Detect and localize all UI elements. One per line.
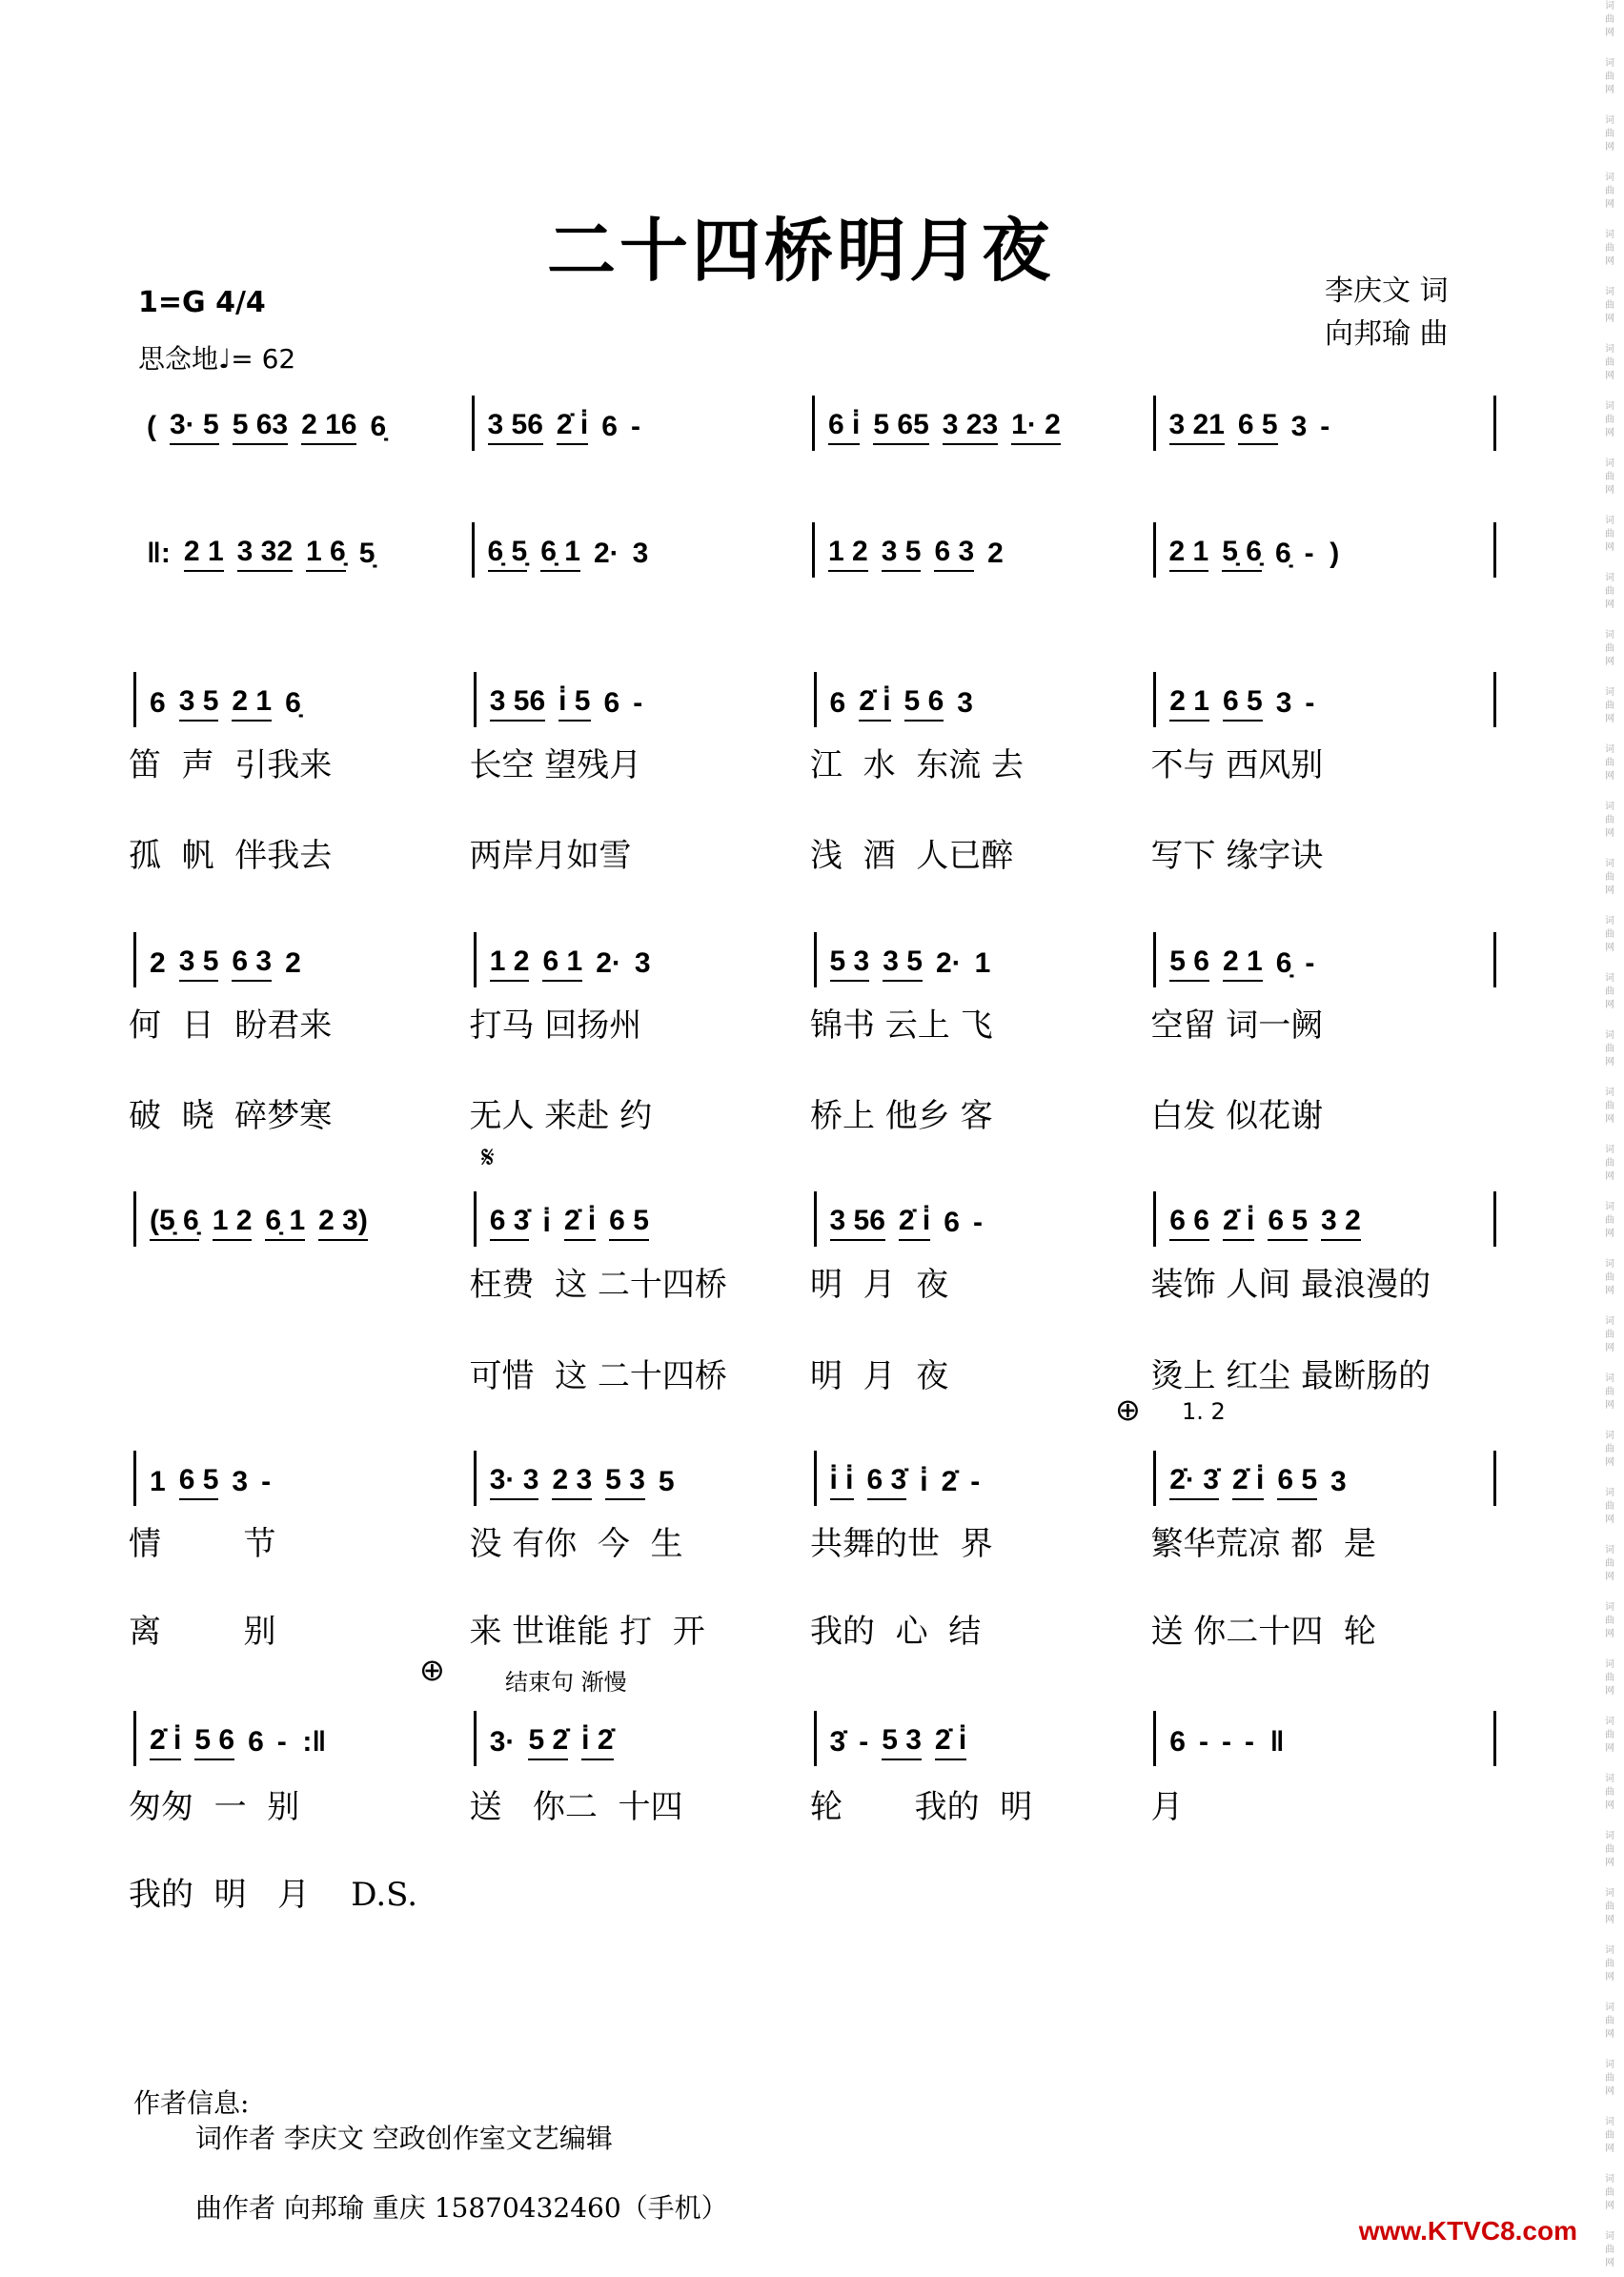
watermark-text: 词曲网 xyxy=(1605,973,1614,1010)
note-group: ( xyxy=(147,411,156,442)
note-group: - xyxy=(1198,1726,1208,1758)
lyric-segment: 明 月 夜 xyxy=(810,1266,949,1304)
note-group: - xyxy=(859,1726,869,1758)
note-group: 2 1 xyxy=(184,536,224,572)
measure xyxy=(814,1191,1154,1247)
note-group: 2 1 xyxy=(232,685,272,722)
measure xyxy=(474,932,814,987)
note-group: 6 3 xyxy=(934,536,974,572)
note-group: 2 3 xyxy=(552,1464,592,1500)
measure xyxy=(1153,1451,1493,1506)
barline xyxy=(1493,522,1496,578)
note-group: i̇ 5 xyxy=(558,685,590,722)
note-group: 6 1 xyxy=(542,945,582,982)
note-group: 2̇ i̇ xyxy=(564,1205,596,1241)
coda-mark: ⊕ xyxy=(1115,1392,1141,1428)
lyric-segment: 桥上 他乡 客 xyxy=(810,1097,993,1135)
lyric-segment xyxy=(470,1868,811,1915)
note-group: 3· 3 xyxy=(490,1464,539,1500)
lyrics-line xyxy=(129,1605,1492,1652)
note-group: 3 23 xyxy=(943,409,998,445)
watermark-text: 词曲网 xyxy=(1605,1,1614,38)
measure xyxy=(133,932,474,987)
measure xyxy=(474,1711,814,1766)
watermark-text: 词曲网 xyxy=(1605,2117,1614,2154)
score-row xyxy=(133,522,1496,578)
lyrics-line xyxy=(129,1868,1492,1915)
note-group: - ) xyxy=(1304,538,1340,569)
note-group: i̇ xyxy=(920,1466,928,1497)
note-group: 2 1 xyxy=(1169,685,1209,722)
measure xyxy=(474,1191,814,1247)
watermark-text: 词曲网 xyxy=(1605,1259,1614,1296)
note-group: 3 32 xyxy=(237,536,293,572)
watermark-text: 词曲网 xyxy=(1605,1717,1614,1754)
note-group: 2̇ i̇ xyxy=(899,1205,930,1241)
watermark-text: 词曲网 xyxy=(1605,287,1614,324)
measure xyxy=(1153,522,1494,578)
note-group: 6̣ xyxy=(1275,947,1292,979)
note-group: - xyxy=(1221,1726,1231,1758)
note-group: 2̇ xyxy=(941,1466,958,1497)
lyric-segment: 不与 西风别 xyxy=(1150,746,1324,784)
lyric-segment: 情 节 xyxy=(129,1525,276,1563)
tempo-marking: 思念地♩= 62 xyxy=(138,343,296,375)
measure xyxy=(1153,396,1494,451)
note-group: 6 5 xyxy=(1238,409,1278,445)
note-group: 6̣ 1 xyxy=(265,1205,305,1241)
note-group: 2̇ i̇ xyxy=(935,1724,966,1760)
note-group: 5 3 xyxy=(605,1464,645,1500)
barline xyxy=(1493,1191,1496,1247)
watermark-text: 词曲网 xyxy=(1605,458,1614,496)
measure xyxy=(814,932,1154,987)
note-group: (5̣ 6̣ xyxy=(150,1205,199,1241)
note-group: - :‖ xyxy=(276,1726,327,1758)
watermark-text: 词曲网 xyxy=(1605,401,1614,438)
note-group: 5̣ 6̣ xyxy=(1222,536,1262,572)
score-row xyxy=(133,672,1496,727)
watermark-text: 词曲网 xyxy=(1605,573,1614,610)
composer-credit: 向邦瑜 曲 xyxy=(1325,317,1449,351)
watermark-text: 词曲网 xyxy=(1605,1545,1614,1582)
lyricist-info: 词作者 李庆文 空政创作室文艺编辑 xyxy=(195,2123,613,2154)
lyric-segment: 孤 帆 伴我去 xyxy=(129,837,333,875)
note-group: 6̣ xyxy=(1274,538,1291,569)
lyric-segment: 我的 明 月 D.S. xyxy=(129,1876,418,1914)
note-group: 2̇ i̇ xyxy=(1223,1205,1254,1241)
note-group: 6̣ xyxy=(285,687,301,719)
lyric-segment: 来 世谁能 打 开 xyxy=(469,1613,705,1651)
note-group: i̇ 2̇ xyxy=(581,1724,613,1760)
lyric-segment: 笛 声 引我来 xyxy=(129,746,333,784)
note-group: 3 56 xyxy=(490,685,545,722)
note-group: 6̣ 5̣ xyxy=(488,536,528,572)
note-group: 6 xyxy=(248,1726,264,1758)
note-group: 3 2 xyxy=(1321,1205,1361,1241)
author-info-heading: 作者信息: xyxy=(133,2087,250,2119)
watermark-text: 词曲网 xyxy=(1605,1088,1614,1125)
note-group: 3 xyxy=(232,1466,249,1497)
note-group: 2· xyxy=(593,538,619,569)
song-title: 二十四桥明月夜 xyxy=(546,210,1054,291)
measure xyxy=(133,1451,474,1506)
score-row xyxy=(133,932,1496,987)
note-group: 6 5 xyxy=(1277,1464,1317,1500)
watermark-text: 词曲网 xyxy=(1605,1659,1614,1697)
watermark-text: 词曲网 xyxy=(1605,1202,1614,1239)
note-group: 6 xyxy=(603,687,620,719)
watermark-text: 词曲网 xyxy=(1605,1145,1614,1182)
note-group: 2̇ i̇ xyxy=(150,1724,181,1760)
lyric-segment: 月 xyxy=(1150,1788,1184,1826)
watermark-text: 词曲网 xyxy=(1605,1488,1614,1525)
watermark-strip xyxy=(1605,0,1618,2277)
note-group: 2 xyxy=(150,947,166,979)
note-group: ‖: xyxy=(147,538,171,569)
measure xyxy=(472,522,813,578)
measure xyxy=(814,1711,1154,1766)
note-group: 3 5 xyxy=(882,536,922,572)
note-group: 2· xyxy=(596,947,621,979)
note-group: 3 56 xyxy=(830,1205,885,1241)
note-group: 2̇ i̇ xyxy=(859,685,890,722)
score-row xyxy=(133,1191,1496,1247)
note-group: 3 xyxy=(634,947,651,979)
lyrics-line xyxy=(129,829,1492,876)
note-group: 6 xyxy=(150,687,166,719)
watermark-text: 词曲网 xyxy=(1605,2003,1614,2040)
watermark-text: 词曲网 xyxy=(1605,173,1614,210)
note-group: - xyxy=(1305,687,1315,719)
barline xyxy=(1493,932,1496,987)
watermark-text: 词曲网 xyxy=(1605,2060,1614,2097)
lyric-segment: 离 别 xyxy=(129,1613,276,1651)
segno-mark: 𝄋 xyxy=(481,1139,495,1175)
lyrics-line xyxy=(129,1780,1492,1827)
lyricist-credit: 李庆文 词 xyxy=(1325,274,1449,308)
watermark-text: 词曲网 xyxy=(1605,859,1614,896)
watermark-text: 词曲网 xyxy=(1605,2174,1614,2211)
note-group: 3· xyxy=(489,1726,516,1758)
note-group: 3 5 xyxy=(179,685,219,722)
lyric-segment: 白发 似花谢 xyxy=(1150,1097,1324,1135)
watermark-text: 词曲网 xyxy=(1605,1831,1614,1868)
note-group: 3 5 xyxy=(179,945,219,982)
note-group: 1· 2 xyxy=(1011,409,1061,445)
watermark-text: 词曲网 xyxy=(1605,1774,1614,1811)
note-group: 2 1 xyxy=(1223,945,1263,982)
lyric-segment: 送 你二 十四 xyxy=(469,1788,683,1826)
measure xyxy=(474,672,814,727)
watermark-text: 词曲网 xyxy=(1605,744,1614,782)
lyric-segment: 江 水 东流 去 xyxy=(810,746,1025,784)
measure xyxy=(133,522,472,578)
measure xyxy=(1153,672,1493,727)
note-group: 6 5 xyxy=(179,1464,219,1500)
lyric-segment: 何 日 盼君来 xyxy=(129,1006,333,1045)
note-group: 6 5 xyxy=(1223,685,1263,722)
watermark-text: 词曲网 xyxy=(1605,1602,1614,1639)
watermark-text: 词曲网 xyxy=(1605,115,1614,152)
lyric-segment: 送 你二十四 轮 xyxy=(1150,1613,1376,1651)
note-group: 2̇ i̇ xyxy=(1232,1464,1264,1500)
lyric-segment: 轮 我的 明 xyxy=(810,1788,1033,1826)
lyric-segment: 烫上 红尘 最断肠的 xyxy=(1150,1357,1431,1395)
note-group: i̇ xyxy=(542,1207,551,1238)
note-group: 5 xyxy=(658,1466,675,1497)
watermark-text: 词曲网 xyxy=(1605,1888,1614,1925)
note-group: 5 65 xyxy=(873,409,928,445)
volta-label: 1. 2 xyxy=(1182,1398,1226,1425)
lyric-segment: 繁华荒凉 都 是 xyxy=(1150,1525,1376,1563)
measure xyxy=(133,672,474,727)
watermark-text: 词曲网 xyxy=(1605,2231,1614,2268)
barline xyxy=(1493,396,1496,451)
note-group: 5 63 xyxy=(233,409,288,445)
measure xyxy=(814,1451,1154,1506)
lyric-segment xyxy=(810,1868,1151,1915)
lyric-segment: 共舞的世 界 xyxy=(810,1525,993,1563)
note-group: - xyxy=(1320,411,1330,442)
note-group: 1 6̣ xyxy=(306,536,346,572)
note-group: 1 2 xyxy=(490,945,530,982)
watermark-text: 词曲网 xyxy=(1605,1373,1614,1411)
note-group: 3 21 xyxy=(1169,409,1225,445)
lyric-segment: 匆匆 一 别 xyxy=(129,1788,300,1826)
lyric-segment: 无人 来赴 约 xyxy=(469,1097,653,1135)
note-group: 2̇· 3̇ xyxy=(1169,1464,1219,1500)
watermark-text: 词曲网 xyxy=(1605,516,1614,553)
note-group: 3̇ xyxy=(829,1726,846,1758)
note-group: 1 xyxy=(974,947,991,979)
note-group: 2̇ i̇ xyxy=(557,409,588,445)
site-logo: www.KTVC8.com xyxy=(1358,2216,1577,2246)
note-group: - xyxy=(633,687,643,719)
note-group: 6 xyxy=(829,687,846,719)
measure xyxy=(812,522,1153,578)
watermark-text: 词曲网 xyxy=(1605,1945,1614,1982)
note-group: 5 3 xyxy=(882,1724,922,1760)
note-group: 3 xyxy=(1275,687,1292,719)
note-group: 3 xyxy=(1330,1466,1347,1497)
note-group: 5 6 xyxy=(194,1724,234,1760)
lyric-segment: 没 有你 今 生 xyxy=(469,1525,683,1563)
watermark-text: 词曲网 xyxy=(1605,687,1614,724)
note-group: 2 3) xyxy=(318,1205,368,1241)
watermark-text: 词曲网 xyxy=(1605,344,1614,381)
lyric-segment: 明 月 夜 xyxy=(810,1357,949,1395)
measure xyxy=(133,1191,474,1247)
note-group: 2 16 xyxy=(301,409,356,445)
lyric-segment xyxy=(129,1350,470,1396)
note-group: 3 5 xyxy=(883,945,923,982)
measure xyxy=(814,672,1154,727)
watermark-text: 词曲网 xyxy=(1605,230,1614,267)
lyric-segment: 打马 回扬州 xyxy=(469,1006,642,1045)
note-group: 2 1 xyxy=(1169,536,1209,572)
lyric-segment: 写下 缘字诀 xyxy=(1150,837,1324,875)
note-group: 5 3 xyxy=(830,945,870,982)
barline xyxy=(1493,1451,1496,1506)
barline xyxy=(1493,1711,1496,1766)
note-group: - xyxy=(972,1207,983,1238)
note-group: 6 xyxy=(601,411,618,442)
note-group: 1 2 xyxy=(213,1205,253,1241)
lyric-segment: 浅 酒 人已醉 xyxy=(810,837,1014,875)
note-group: 3· 5 xyxy=(170,409,219,445)
note-group: i̇ i̇ xyxy=(830,1464,854,1500)
measure xyxy=(472,396,813,451)
note-group: 3 xyxy=(632,538,649,569)
lyrics-line xyxy=(129,999,1492,1046)
note-group: - xyxy=(630,411,640,442)
note-group: 6̣ 1 xyxy=(540,536,580,572)
watermark-text: 词曲网 xyxy=(1605,802,1614,839)
lyric-segment: 两岸月如雪 xyxy=(469,837,632,875)
watermark-text: 词曲网 xyxy=(1605,916,1614,953)
note-group: 2 xyxy=(987,538,1004,569)
note-group: - ‖ xyxy=(1244,1726,1285,1758)
lyric-segment: 锦书 云上 飞 xyxy=(810,1006,993,1045)
measure xyxy=(133,396,472,451)
note-group: 5 2̇ xyxy=(528,1724,568,1760)
lyrics-line xyxy=(129,739,1492,785)
measure xyxy=(1153,1711,1493,1766)
lyrics-line xyxy=(129,1258,1492,1305)
lyrics-line xyxy=(129,1089,1492,1136)
note-group: 2 xyxy=(285,947,301,979)
note-group: 6 i̇ xyxy=(828,409,860,445)
note-group: 6 3̇ xyxy=(867,1464,907,1500)
note-group: 6 5 xyxy=(609,1205,649,1241)
note-group: 3 56 xyxy=(488,409,543,445)
note-group: 1 2 xyxy=(828,536,868,572)
note-group: 6̣ xyxy=(370,411,387,442)
note-group: 5 6 xyxy=(904,685,944,722)
watermark-text: 词曲网 xyxy=(1605,1431,1614,1468)
coda-mark: ⊕ xyxy=(419,1652,445,1688)
note-group: 2· xyxy=(935,947,962,979)
watermark-text: 词曲网 xyxy=(1605,1030,1614,1067)
composer-info: 曲作者 向邦瑜 重庆 15870432460（手机） xyxy=(195,2192,728,2224)
lyric-segment: 破 晓 碎梦寒 xyxy=(129,1097,333,1135)
watermark-text: 词曲网 xyxy=(1605,1316,1614,1353)
note-group: 5 6 xyxy=(1169,945,1209,982)
watermark-text: 词曲网 xyxy=(1605,630,1614,667)
measure xyxy=(1153,1191,1493,1247)
key-signature: 1=G 4/4 xyxy=(138,286,266,319)
note-group: - xyxy=(1305,947,1315,979)
ending-label: 结束句 渐慢 xyxy=(505,1669,627,1696)
lyric-segment xyxy=(1151,1868,1492,1915)
note-group: 6 3 xyxy=(232,945,272,982)
barline xyxy=(1493,672,1496,727)
note-group: - xyxy=(970,1466,981,1497)
measure xyxy=(1153,932,1493,987)
note-group: 6 3̇ xyxy=(490,1205,530,1241)
lyrics-line xyxy=(129,1350,1492,1396)
note-group: 6 6 xyxy=(1169,1205,1209,1241)
measure xyxy=(133,1711,474,1766)
measure xyxy=(474,1451,814,1506)
note-group: 3 xyxy=(957,687,973,719)
note-group: 5̣ xyxy=(358,538,376,569)
lyric-segment: 枉费 这 二十四桥 xyxy=(469,1266,727,1304)
lyric-segment: 长空 望残月 xyxy=(469,746,642,784)
score-row xyxy=(133,1451,1496,1506)
note-group: 3 xyxy=(1290,411,1308,442)
measure xyxy=(812,396,1153,451)
lyric-segment xyxy=(129,1258,470,1305)
lyric-segment: 我的 心 结 xyxy=(810,1613,982,1651)
score-row xyxy=(133,1711,1496,1766)
lyric-segment: 可惜 这 二十四桥 xyxy=(469,1357,727,1395)
watermark-text: 词曲网 xyxy=(1605,58,1614,95)
note-group: 1 xyxy=(150,1466,166,1497)
note-group: 6 xyxy=(944,1207,960,1238)
note-group: 6 xyxy=(1169,1726,1186,1758)
note-group: 6 5 xyxy=(1268,1205,1308,1241)
score-row xyxy=(133,396,1496,451)
lyric-segment: 装饰 人间 最浪漫的 xyxy=(1150,1266,1431,1304)
lyrics-line xyxy=(129,1517,1492,1564)
lyric-segment: 空留 词一阙 xyxy=(1150,1006,1324,1045)
note-group: - xyxy=(261,1466,272,1497)
